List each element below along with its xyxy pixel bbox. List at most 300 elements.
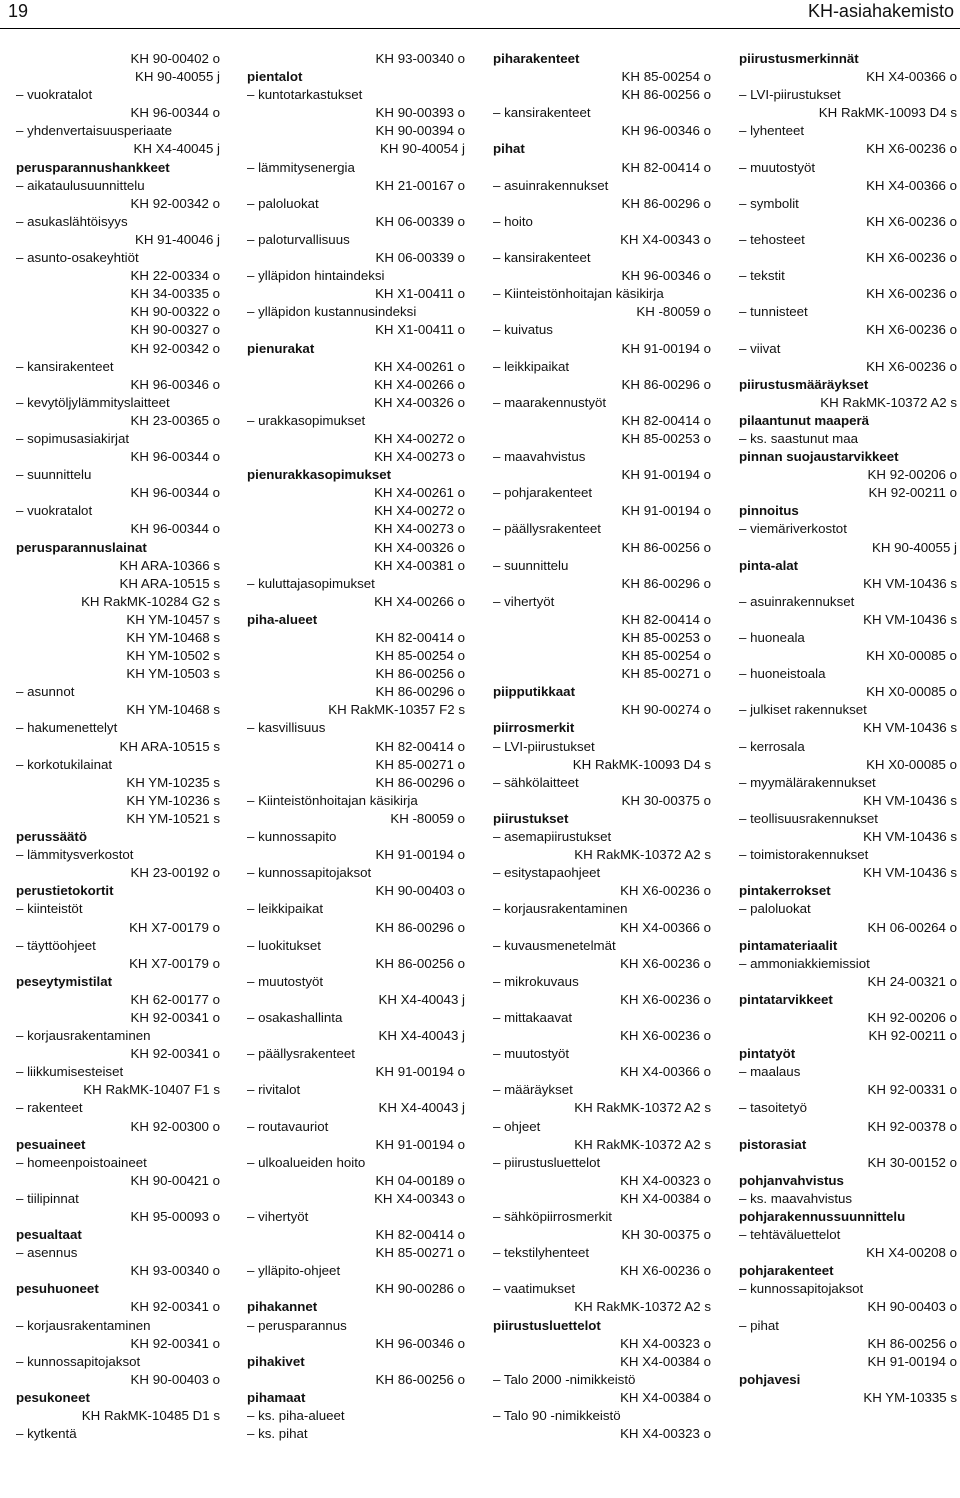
index-reference: KH 86-00296 o (375, 684, 465, 700)
index-heading: pohjarakennussuunnittelu (739, 1209, 906, 1224)
index-subentry: – kunnossapito (247, 828, 465, 846)
index-reference: KH 96-00346 o (621, 123, 711, 139)
index-subentry: – toimistorakennukset (739, 846, 957, 864)
index-reference: KH 90-00274 o (621, 702, 711, 718)
index-reference: KH 92-00341 o (130, 1335, 220, 1351)
index-reference: KH 96-00344 o (130, 449, 220, 465)
index-reference: KH -80059 o (636, 304, 711, 320)
index-reference: KH X4-00272 o (374, 430, 465, 446)
index-reference: KH 82-00414 o (375, 630, 465, 645)
index-subentry: – pihat (739, 1317, 957, 1335)
index-reference: KH X4-00326 o (374, 539, 465, 555)
index-reference: KH 23-00365 o (130, 412, 220, 428)
index-reference: KH 86-00296 o (375, 919, 465, 935)
index-subentry: – Talo 2000 -nimikkeistö (493, 1371, 711, 1389)
index-reference: KH 22-00334 o (130, 268, 220, 284)
index-subentry: – liikkumisesteiset (16, 1063, 220, 1081)
index-reference: KH YM-10468 s (126, 702, 220, 718)
index-subentry: – asuinrakennukset (493, 177, 711, 195)
index-reference: KH 91-40046 j (134, 231, 220, 247)
index-reference: KH 30-00152 o (867, 1154, 957, 1170)
index-reference: KH 85-00271 o (375, 1245, 465, 1261)
index-subentry: – piirustusluettelot (493, 1154, 711, 1172)
index-subentry: – suunnittelu (16, 466, 220, 484)
index-reference: KH X6-00236 o (620, 1263, 711, 1279)
index-reference: KH 85-00253 o (621, 630, 711, 645)
index-reference: KH X4-00323 o (620, 1426, 711, 1442)
index-column-1 (16, 50, 220, 1443)
index-reference: KH X6-00236 o (866, 213, 957, 229)
index-reference: KH 92-00378 o (867, 1118, 957, 1134)
index-reference: KH 85-00254 o (621, 648, 711, 664)
index-reference: KH 90-00393 o (375, 105, 465, 121)
index-reference: KH 86-00256 o (867, 1335, 957, 1351)
index-subentry: – päällysrakenteet (247, 1045, 465, 1063)
index-reference: KH 92-00331 o (867, 1082, 957, 1098)
index-subentry: – hakumenettelyt (16, 719, 220, 737)
index-reference: KH 96-00346 o (621, 268, 711, 284)
index-heading: piirustusmerkinnät (739, 51, 859, 66)
index-subentry: – paloturvallisuus (247, 231, 465, 249)
index-column-4 (739, 50, 957, 1407)
index-reference: KH X4-40043 j (378, 1100, 465, 1116)
index-heading: pihakivet (247, 1353, 305, 1369)
index-reference: KH 91-00194 o (375, 847, 465, 863)
index-reference: KH X0-00085 o (866, 648, 957, 664)
index-heading: piipputikkaat (493, 684, 576, 700)
index-subentry: – päällysrakenteet (493, 520, 711, 538)
index-heading: pienurakat (247, 340, 315, 356)
index-reference: KH 92-00206 o (867, 467, 957, 483)
index-subentry: – kunnossapitojaksot (739, 1280, 957, 1298)
index-subentry: – muutostyöt (493, 1045, 711, 1063)
index-subentry: – mikrokuvaus (493, 973, 711, 991)
index-reference: KH X4-00273 o (374, 521, 465, 537)
index-reference: KH 90-00403 o (375, 883, 465, 899)
index-subentry: – muutostyöt (739, 159, 957, 177)
index-reference: KH X4-00384 o (620, 1353, 711, 1369)
index-reference: KH X7-00179 o (129, 919, 220, 935)
index-reference: KH 92-00211 o (868, 485, 957, 501)
index-subentry: – ylläpito-ohjeet (247, 1262, 465, 1280)
index-reference: KH X4-00326 o (374, 394, 465, 410)
index-column-3 (493, 50, 711, 1443)
index-reference: KH 06-00264 o (867, 919, 957, 935)
index-heading: pintatarvikkeet (739, 991, 833, 1007)
index-reference: KH 86-00296 o (621, 575, 711, 591)
index-subentry: – asunnot (16, 683, 220, 701)
index-reference: KH X0-00085 o (866, 684, 957, 700)
index-heading: pihamaat (247, 1389, 306, 1405)
index-reference: KH 90-00402 o (130, 51, 220, 66)
index-subentry: – tekstit (739, 267, 957, 285)
index-reference: KH X4-00384 o (620, 1389, 711, 1405)
index-reference: KH 96-00344 o (130, 105, 220, 121)
index-reference: KH 86-00256 o (621, 539, 711, 555)
index-heading: pesualtaat (16, 1227, 82, 1243)
index-subentry: – maalaus (739, 1063, 957, 1081)
index-subentry: – vuokratalot (16, 502, 220, 520)
index-subentry: – urakkasopimukset (247, 412, 465, 430)
index-reference: KH 86-00296 o (621, 195, 711, 211)
index-subentry: – muutostyöt (247, 973, 465, 991)
index-heading: pihakannet (247, 1299, 318, 1315)
index-subentry: – kansirakenteet (493, 249, 711, 267)
index-reference: KH 24-00321 o (867, 973, 957, 989)
index-reference: KH RakMK-10372 A2 s (820, 394, 957, 410)
index-reference: KH X6-00236 o (620, 955, 711, 971)
index-reference: KH RakMK-10372 A2 s (574, 1299, 711, 1315)
index-reference: KH 91-00194 o (867, 1353, 957, 1369)
index-reference: KH X4-40043 j (378, 1028, 465, 1044)
index-reference: KH X4-00273 o (374, 449, 465, 465)
index-subentry: – julkiset rakennukset (739, 701, 957, 719)
index-subentry: – yhdenvertaisuusperiaate (16, 122, 220, 140)
index-heading: pintakerrokset (739, 883, 831, 899)
index-reference: KH VM-10436 s (863, 575, 957, 591)
index-subentry: – korjausrakentaminen (16, 1317, 220, 1335)
index-reference: KH 92-00300 o (130, 1118, 220, 1134)
index-subentry: – vihertyöt (247, 1208, 465, 1226)
index-see-reference: – ks. piha-alueet (247, 1407, 465, 1425)
index-heading: piha-alueet (247, 611, 318, 627)
index-reference: KH 90-00421 o (130, 1172, 220, 1188)
index-reference: KH 86-00296 o (375, 774, 465, 790)
index-reference: KH 92-00342 o (130, 195, 220, 211)
index-subentry: – lämmitysenergia (247, 159, 465, 177)
index-heading: pinta-alat (739, 557, 799, 573)
index-reference: KH 82-00414 o (375, 738, 465, 754)
index-reference: KH 91-00194 o (621, 467, 711, 483)
index-subentry: – sopimusasiakirjat (16, 430, 220, 448)
index-reference: KH 93-00340 o (375, 51, 465, 66)
index-reference: KH -80059 o (390, 810, 465, 826)
index-heading: pesukoneet (16, 1389, 90, 1405)
index-subentry: – kuivatus (493, 321, 711, 339)
index-subentry: – tasoitetyö (739, 1099, 957, 1117)
index-reference: KH 82-00414 o (375, 1227, 465, 1243)
index-reference: KH X6-00236 o (866, 322, 957, 338)
index-reference: KH 92-00211 o (868, 1028, 957, 1044)
index-reference: KH 96-00344 o (130, 521, 220, 537)
index-subentry: – tiilipinnat (16, 1190, 220, 1208)
index-reference: KH X6-00236 o (620, 883, 711, 899)
index-subentry: – huoneala (739, 629, 957, 647)
index-reference: KH 91-00194 o (621, 340, 711, 356)
index-reference: KH 85-00271 o (375, 756, 465, 772)
index-reference: KH 85-00271 o (621, 666, 711, 682)
index-reference: KH 92-00342 o (130, 340, 220, 356)
index-reference: KH X4-40043 j (378, 991, 465, 1007)
index-subentry: – sähkölaitteet (493, 774, 711, 792)
index-reference: KH 86-00256 o (375, 955, 465, 971)
index-heading: pesuhuoneet (16, 1281, 99, 1297)
index-subentry: – määräykset (493, 1081, 711, 1099)
index-heading: pohjanvahvistus (739, 1172, 844, 1188)
index-subentry: – tehosteet (739, 231, 957, 249)
index-reference: KH 90-40055 j (134, 69, 220, 85)
index-subentry: – vihertyöt (493, 593, 711, 611)
index-heading: perustietokortit (16, 883, 114, 899)
index-subentry: – kiinteistöt (16, 900, 220, 918)
index-subentry: – rivitalot (247, 1081, 465, 1099)
index-reference: KH ARA-10515 s (119, 738, 220, 754)
index-subentry: – luokitukset (247, 937, 465, 955)
index-subentry: – kuluttajasopimukset (247, 575, 465, 593)
index-reference: KH 92-00341 o (130, 1009, 220, 1025)
index-subentry: – sähköpiirrosmerkit (493, 1208, 711, 1226)
index-subentry: – huoneistoala (739, 665, 957, 683)
index-reference: KH 90-00286 o (375, 1281, 465, 1297)
index-reference: KH X4-00266 o (374, 593, 465, 609)
index-subentry: – asennus (16, 1244, 220, 1262)
index-heading: piirustusmääräykset (739, 376, 869, 392)
index-reference: KH VM-10436 s (863, 611, 957, 627)
index-reference: KH X6-00236 o (866, 286, 957, 302)
index-column-2 (247, 50, 465, 1443)
index-subentry: – tehtäväluettelot (739, 1226, 957, 1244)
index-reference: KH RakMK-10407 F1 s (83, 1082, 220, 1098)
index-reference: KH RakMK-10372 A2 s (574, 1100, 711, 1116)
index-reference: KH RakMK-10284 G2 s (81, 593, 220, 609)
index-subentry: – kansirakenteet (493, 104, 711, 122)
index-reference: KH 82-00414 o (621, 159, 711, 175)
index-subentry: – leikkipaikat (493, 358, 711, 376)
index-reference: KH X4-00266 o (374, 376, 465, 392)
index-subentry: – tekstilyhenteet (493, 1244, 711, 1262)
index-subentry: – kevytöljylämmityslaitteet (16, 394, 220, 412)
index-heading: piirustukset (493, 810, 569, 826)
index-reference: KH X4-00366 o (866, 177, 957, 193)
index-heading: pintatyöt (739, 1046, 796, 1062)
index-reference: KH 34-00335 o (130, 286, 220, 302)
index-reference: KH RakMK-10372 A2 s (574, 847, 711, 863)
index-reference: KH 90-00403 o (130, 1371, 220, 1387)
index-reference: KH YM-10503 s (126, 666, 220, 682)
index-subentry: – symbolit (739, 195, 957, 213)
index-reference: KH X4-00261 o (374, 485, 465, 501)
index-subentry: – asuinrakennukset (739, 593, 957, 611)
index-heading: pihat (493, 141, 525, 157)
page-header (0, 0, 960, 24)
index-reference: KH 90-40055 j (871, 539, 957, 555)
index-reference: KH 96-00344 o (130, 485, 220, 501)
index-reference: KH 86-00296 o (621, 376, 711, 392)
index-reference: KH 85-00253 o (621, 430, 711, 446)
index-reference: KH X4-00384 o (620, 1190, 711, 1206)
index-subentry: – asunto-osakeyhtiöt (16, 249, 220, 267)
index-subentry: – vaatimukset (493, 1280, 711, 1298)
index-reference: KH 85-00254 o (375, 648, 465, 664)
index-reference: KH X4-40045 j (133, 141, 220, 157)
index-subentry: – korjausrakentaminen (493, 900, 711, 918)
index-reference: KH VM-10436 s (863, 829, 957, 845)
index-reference: KH 06-00339 o (375, 250, 465, 266)
index-subentry: – paloluokat (247, 195, 465, 213)
index-subentry: – täyttöohjeet (16, 937, 220, 955)
index-reference: KH 95-00093 o (130, 1209, 220, 1224)
index-subentry: – Kiinteistönhoitajan käsikirja (493, 285, 711, 303)
index-heading: pienurakkasopimukset (247, 467, 392, 483)
index-subentry: – homeenpoistoaineet (16, 1154, 220, 1172)
index-reference: KH X4-00343 o (374, 1190, 465, 1206)
index-heading: pinnoitus (739, 503, 799, 519)
index-reference: KH 85-00254 o (621, 69, 711, 85)
index-subentry: – ohjeet (493, 1118, 711, 1136)
index-subentry: – mittakaavat (493, 1009, 711, 1027)
index-reference: KH 82-00414 o (621, 611, 711, 627)
index-subentry: – Talo 90 -nimikkeistö (493, 1407, 711, 1425)
index-reference: KH X4-00366 o (866, 69, 957, 85)
index-reference: KH RakMK-10093 D4 s (818, 105, 957, 121)
index-heading: pilaantunut maaperä (739, 412, 870, 428)
index-reference: KH X1-00411 o (375, 286, 465, 302)
index-reference: KH YM-10502 s (126, 648, 220, 664)
index-subentry: – maarakennustyöt (493, 394, 711, 412)
index-subentry: – maavahvistus (493, 448, 711, 466)
index-reference: KH 30-00375 o (621, 792, 711, 808)
index-reference: KH 90-00322 o (130, 304, 220, 320)
index-reference: KH YM-10236 s (126, 792, 220, 808)
index-subentry: – ammoniakkiemissiot (739, 955, 957, 973)
index-subentry: – Kiinteistönhoitajan käsikirja (247, 792, 465, 810)
running-title: KH-asiahakemisto (807, 1, 954, 21)
index-reference: KH X6-00236 o (620, 991, 711, 1007)
index-subentry: – asukaslähtöisyys (16, 213, 220, 231)
index-reference: KH 90-40054 j (379, 141, 465, 157)
index-reference: KH X4-00261 o (374, 358, 465, 374)
index-see-reference: – ks. pihat (247, 1425, 465, 1443)
index-subentry: – LVI-piirustukset (493, 738, 711, 756)
index-subentry: – korjausrakentaminen (16, 1027, 220, 1045)
index-subentry: – pohjarakenteet (493, 484, 711, 502)
index-reference: KH 30-00375 o (621, 1227, 711, 1243)
index-reference: KH RakMK-10485 D1 s (81, 1408, 220, 1424)
index-heading: piirrosmerkit (493, 720, 575, 736)
index-reference: KH 06-00339 o (375, 213, 465, 229)
index-reference: KH X0-00085 o (866, 756, 957, 772)
index-reference: KH X4-00323 o (620, 1172, 711, 1188)
index-subentry: – routavauriot (247, 1118, 465, 1136)
index-reference: KH 86-00256 o (375, 1371, 465, 1387)
index-reference: KH 91-00194 o (621, 503, 711, 519)
page-number: 19 (8, 1, 29, 21)
index-subentry: – leikkipaikat (247, 900, 465, 918)
index-subentry: – korkotukilainat (16, 756, 220, 774)
index-reference: KH X7-00179 o (129, 955, 220, 971)
index-heading: pientalot (247, 69, 303, 85)
index-reference: KH X1-00411 o (375, 322, 465, 338)
index-subentry: – LVI-piirustukset (739, 86, 957, 104)
index-reference: KH 82-00414 o (621, 412, 711, 428)
index-reference: KH 96-00346 o (130, 376, 220, 392)
index-subentry: – kasvillisuus (247, 719, 465, 737)
index-subentry: – viivat (739, 340, 957, 358)
index-subentry: – kuntotarkastukset (247, 86, 465, 104)
index-reference: KH YM-10335 s (863, 1389, 957, 1405)
index-subentry: – paloluokat (739, 900, 957, 918)
index-heading: perussäätö (16, 829, 87, 845)
index-reference: KH X6-00236 o (866, 141, 957, 157)
index-subentry: – ylläpidon hintaindeksi (247, 267, 465, 285)
index-reference: KH X4-00208 o (866, 1245, 957, 1261)
index-reference: KH X6-00236 o (620, 1028, 711, 1044)
index-reference: KH X4-00272 o (374, 503, 465, 519)
index-subentry: – lyhenteet (739, 122, 957, 140)
header-rule (0, 28, 960, 29)
index-reference: KH X4-00323 o (620, 1335, 711, 1351)
index-reference: KH RakMK-10372 A2 s (574, 1136, 711, 1152)
index-reference: KH ARA-10515 s (119, 575, 220, 591)
index-reference: KH YM-10521 s (126, 810, 220, 826)
index-reference: KH RakMK-10093 D4 s (572, 756, 711, 772)
index-reference: KH 90-00394 o (375, 123, 465, 139)
index-heading: perusparannuslainat (16, 539, 147, 555)
index-reference: KH 92-00341 o (130, 1299, 220, 1315)
index-subentry: – esitystapaohjeet (493, 864, 711, 882)
index-reference: KH 86-00256 o (375, 666, 465, 682)
index-reference: KH 92-00206 o (867, 1009, 957, 1025)
index-subentry: – perusparannus (247, 1317, 465, 1335)
index-subentry: – ylläpidon kustannusindeksi (247, 303, 465, 321)
index-reference: KH ARA-10366 s (119, 557, 220, 573)
index-heading: piharakenteet (493, 51, 580, 66)
index-heading: perusparannushankkeet (16, 159, 170, 175)
index-subentry: – teollisuusrakennukset (739, 810, 957, 828)
index-reference: KH X4-00366 o (620, 1064, 711, 1080)
index-subentry: – tunnisteet (739, 303, 957, 321)
index-reference: KH 92-00341 o (130, 1046, 220, 1062)
index-reference: KH YM-10235 s (126, 774, 220, 790)
index-subentry: – kerrosala (739, 738, 957, 756)
index-reference: KH 91-00194 o (375, 1136, 465, 1152)
index-subentry: – suunnittelu (493, 557, 711, 575)
index-heading: pohjarakenteet (739, 1263, 834, 1279)
index-reference: KH YM-10457 s (126, 611, 220, 627)
index-reference: KH 90-00327 o (130, 322, 220, 338)
index-reference: KH X4-00366 o (620, 919, 711, 935)
index-subentry: – ulkoalueiden hoito (247, 1154, 465, 1172)
index-see-reference: – ks. saastunut maa (739, 430, 957, 448)
index-reference: KH X4-00381 o (374, 557, 465, 573)
index-subentry: – asemapiirustukset (493, 828, 711, 846)
index-heading: pistorasiat (739, 1136, 807, 1152)
index-subentry: – osakashallinta (247, 1009, 465, 1027)
index-reference: KH 62-00177 o (130, 991, 220, 1007)
index-reference: KH X6-00236 o (866, 358, 957, 374)
index-reference: KH 21-00167 o (375, 177, 465, 193)
index-see-reference: – ks. maavahvistus (739, 1190, 957, 1208)
index-heading: pinnan suojaustarvikkeet (739, 449, 899, 465)
index-reference: KH 93-00340 o (130, 1263, 220, 1279)
index-reference: KH 23-00192 o (130, 865, 220, 881)
index-subentry: – kunnossapitojaksot (247, 864, 465, 882)
index-subentry: – viemäriverkostot (739, 520, 957, 538)
index-reference: KH 90-00403 o (867, 1299, 957, 1315)
index-subentry: – kytkentä (16, 1425, 220, 1443)
index-reference: KH X6-00236 o (866, 250, 957, 266)
index-reference: KH VM-10436 s (863, 865, 957, 881)
index-reference: KH 91-00194 o (375, 1064, 465, 1080)
index-heading: peseytymistilat (16, 973, 113, 989)
index-subentry: – lämmitysverkostot (16, 846, 220, 864)
index-reference: KH VM-10436 s (863, 720, 957, 736)
index-heading: pintamateriaalit (739, 937, 838, 953)
index-subentry: – kuvausmenetelmät (493, 937, 711, 955)
index-subentry: – hoito (493, 213, 711, 231)
index-reference: KH VM-10436 s (863, 792, 957, 808)
index-heading: piirustusluettelot (493, 1317, 601, 1333)
